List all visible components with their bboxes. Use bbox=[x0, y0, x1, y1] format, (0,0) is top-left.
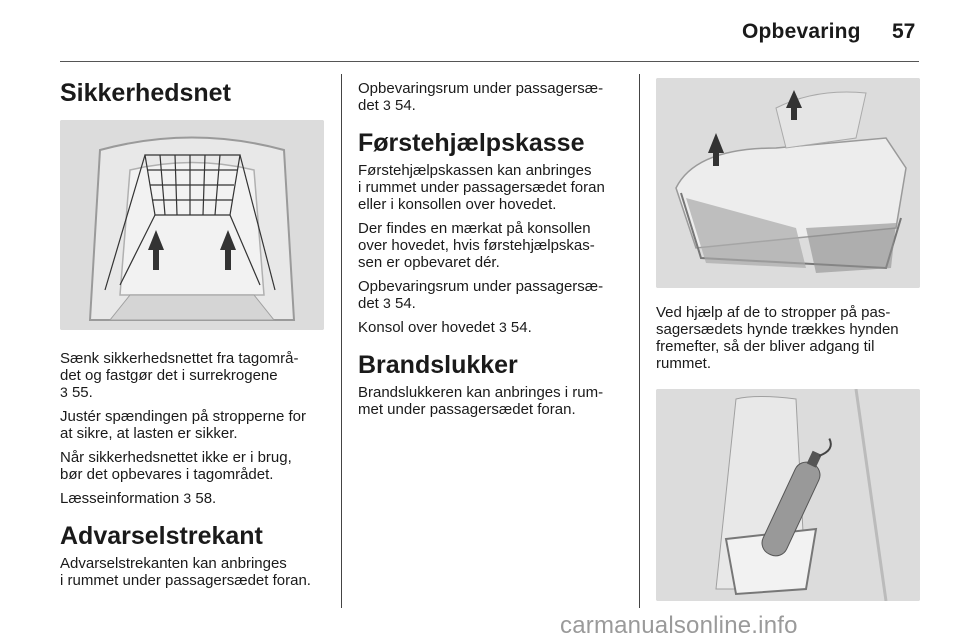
column-divider-1 bbox=[341, 74, 342, 608]
paragraph-storage-ref-1 bbox=[358, 80, 628, 114]
p6-line1: Brandslukkeren kan anbringes i rum- bbox=[358, 384, 604, 401]
column-1 bbox=[60, 78, 330, 596]
paragraph-storage bbox=[60, 449, 330, 483]
page-number: 57 bbox=[892, 20, 916, 43]
page-reference-link[interactable]: 54. bbox=[510, 319, 532, 336]
paragraph-adjust-straps bbox=[60, 408, 330, 442]
p1-line1: Ved hjælp af de to stropper på pas- bbox=[656, 304, 891, 321]
p1-line1: Sænk sikkerhedsnettet fra tagområ- bbox=[60, 350, 299, 367]
p1-line2: det og fastgør det i surrekrogene bbox=[60, 367, 278, 384]
paragraph-first-aid bbox=[358, 162, 628, 213]
p2-line1: Førstehjælpskassen kan anbringes bbox=[358, 162, 592, 179]
p1-line1: Opbevaringsrum under passagersæ- bbox=[358, 80, 604, 97]
section-heading-sikkerhedsnet: Sikkerhedsnet bbox=[60, 79, 231, 107]
column-3 bbox=[656, 78, 920, 601]
reference-arrow-icon: 3 bbox=[183, 490, 192, 506]
p1-line3: fremefter, så der bliver adgang til bbox=[656, 338, 875, 355]
section-heading-brandslukker: Brandslukker bbox=[358, 351, 518, 379]
page-reference-link[interactable]: 54. bbox=[395, 295, 416, 312]
p5-text: Konsol over hovedet bbox=[358, 319, 495, 336]
section-heading-forstehjaelpskasse: Førstehjælpskasse bbox=[358, 129, 585, 157]
cargo-net-illustration bbox=[60, 120, 324, 330]
reference-arrow-icon: 3 bbox=[498, 319, 507, 335]
reference-arrow-icon: 3 bbox=[383, 97, 391, 113]
page-reference-link[interactable]: 55. bbox=[71, 384, 93, 401]
p2-line3: eller i konsollen over hovedet. bbox=[358, 196, 557, 213]
p3-line3: sen er opbevaret dér. bbox=[358, 254, 500, 271]
paragraph-loading-info bbox=[60, 490, 330, 507]
p5-line1: Advarselstrekanten kan anbringes bbox=[60, 555, 287, 572]
p1-line2: sagersædets hynde trækkes hynden bbox=[656, 321, 899, 338]
footer-watermark: carmanualsonline.info bbox=[560, 612, 798, 639]
section-heading-advarselstrekant: Advarselstrekant bbox=[60, 522, 263, 550]
header-rule bbox=[60, 61, 919, 62]
fire-extinguisher-illustration bbox=[656, 389, 920, 601]
p1-line4: rummet. bbox=[656, 355, 712, 372]
column-2 bbox=[358, 80, 628, 425]
p1-line2: det bbox=[358, 97, 379, 114]
paragraph-warning-triangle bbox=[60, 555, 330, 589]
p5-line2: i rummet under passagersædet foran. bbox=[60, 572, 311, 589]
paragraph-lower-net bbox=[60, 350, 330, 401]
paragraph-overhead-console bbox=[358, 319, 628, 336]
page-reference-link[interactable]: 58. bbox=[195, 490, 217, 507]
reference-arrow-icon: 3 bbox=[383, 295, 391, 311]
p2-line1: Justér spændingen på stropperne for bbox=[60, 408, 306, 425]
p3-line1: Der findes en mærkat på konsollen bbox=[358, 220, 591, 237]
p3-line2: over hovedet, hvis førstehjælpskas- bbox=[358, 237, 595, 254]
paragraph-sticker bbox=[358, 220, 628, 271]
page-reference-link[interactable]: 54. bbox=[395, 97, 416, 114]
p2-line2: at sikre, at lasten er sikker. bbox=[60, 425, 238, 442]
p3-line1: Når sikkerhedsnettet ikke er i brug, bbox=[60, 449, 292, 466]
paragraph-fire-extinguisher bbox=[358, 384, 628, 418]
column-divider-2 bbox=[639, 74, 640, 608]
p6-line2: met under passagersædet foran. bbox=[358, 401, 576, 418]
paragraph-storage-ref-2 bbox=[358, 278, 628, 312]
seat-cushion-illustration bbox=[656, 78, 920, 288]
p3-line2: bør det opbevares i tagområdet. bbox=[60, 466, 274, 483]
reference-arrow-icon: 3 bbox=[60, 384, 68, 400]
p4-line2: det bbox=[358, 295, 379, 312]
p2-line2: i rummet under passagersædet foran bbox=[358, 179, 605, 196]
running-header-title: Opbevaring bbox=[742, 20, 861, 43]
p4-text: Læsseinformation bbox=[60, 490, 180, 507]
paragraph-seat-straps bbox=[656, 304, 920, 372]
p4-line1: Opbevaringsrum under passagersæ- bbox=[358, 278, 604, 295]
